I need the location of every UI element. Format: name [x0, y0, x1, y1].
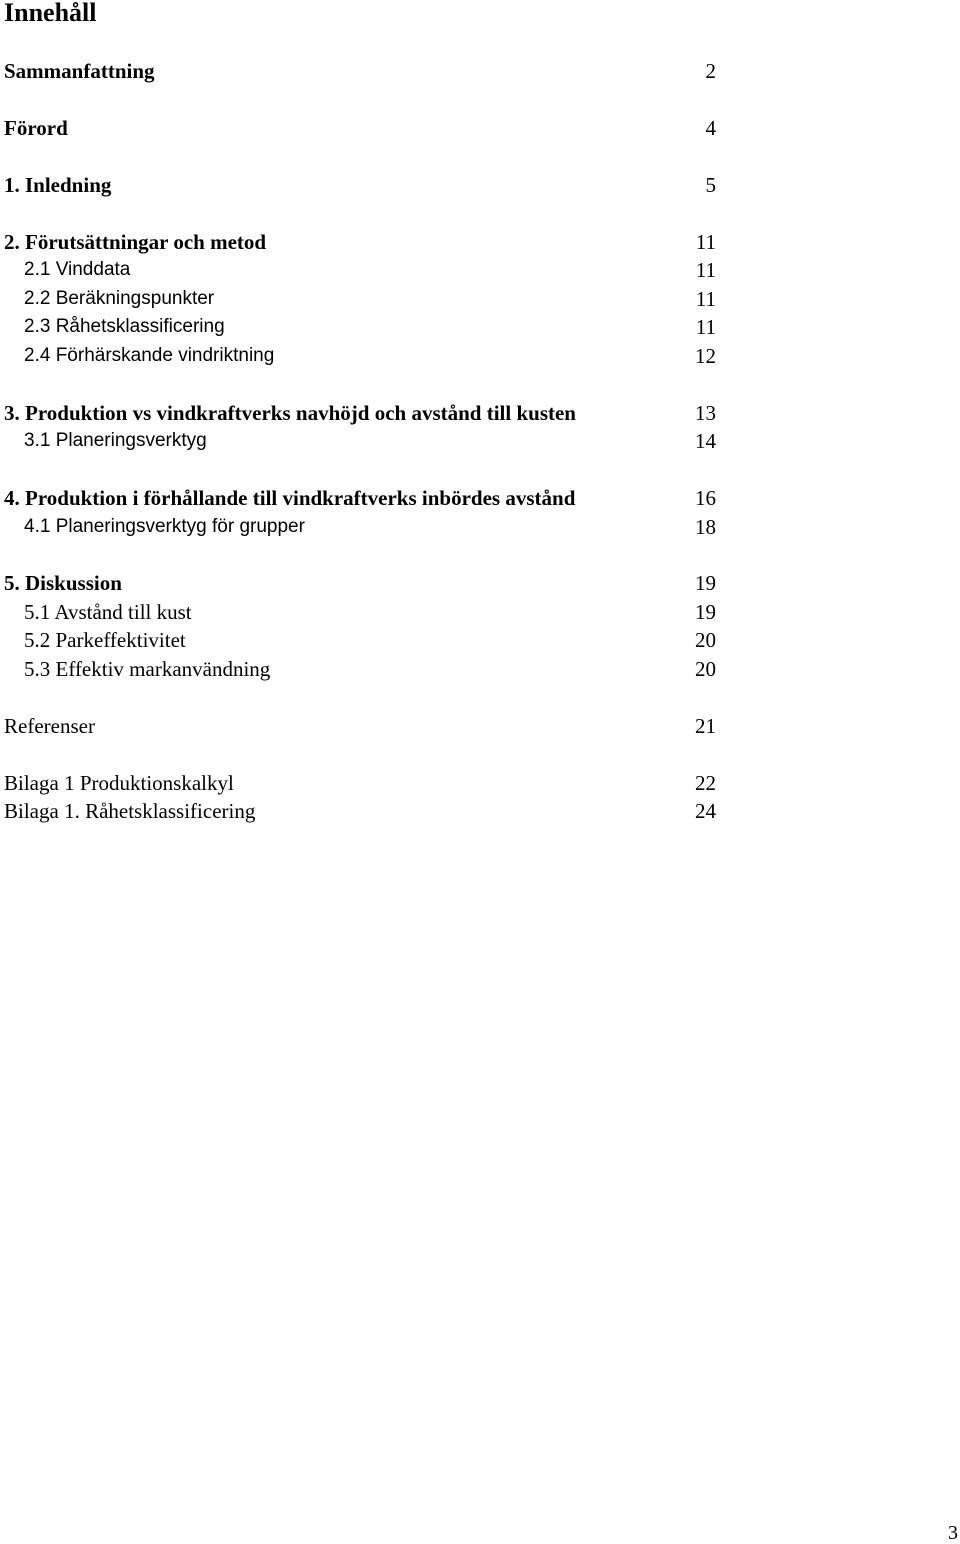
toc-entry-vinddata[interactable] [4, 256, 716, 284]
toc-entry-title: 5.1 Avstånd till kust [24, 600, 192, 624]
toc-entry-page: 19 [695, 571, 716, 595]
toc-entry-avstand-till-kust[interactable] [4, 598, 716, 626]
toc-entry-page: 11 [695, 315, 716, 339]
toc-entry-title: 5.3 Effektiv markanvändning [24, 657, 271, 681]
toc-entry-title: Bilaga 1 Produktionskalkyl [4, 771, 234, 795]
toc-entry-title: Förord [4, 116, 68, 140]
toc-entry-planeringsverktyg-grupper[interactable] [4, 513, 716, 541]
toc-entry-rahetsklassificering[interactable] [4, 313, 716, 341]
toc-entry-title: Bilaga 1. Råhetsklassificering [4, 799, 256, 823]
toc-entry-title: 4.1 Planeringsverktyg för grupper [24, 516, 305, 537]
toc-entry-page: 24 [695, 799, 716, 823]
toc-entry-title: 2. Förutsättningar och metod [4, 230, 267, 254]
toc-entry-effektiv-markanvandning[interactable] [4, 655, 716, 683]
toc-entry-berakningspunkter[interactable] [4, 285, 716, 313]
toc-entry-diskussion[interactable] [4, 569, 716, 597]
toc-entry-title: 5.2 Parkeffektivitet [24, 628, 186, 652]
page-title: Innehåll [4, 0, 97, 27]
toc-entry-page: 20 [695, 628, 716, 652]
toc-entry-forord[interactable] [4, 114, 716, 142]
toc-entry-inledning[interactable] [4, 171, 716, 199]
toc-entry-referenser[interactable] [4, 712, 716, 740]
toc-entry-title: 2.3 Råhetsklassificering [24, 316, 225, 337]
toc-entry-sammanfattning[interactable] [4, 57, 716, 85]
page-number: 3 [948, 1522, 958, 1544]
toc-entry-title: 1. Inledning [4, 173, 112, 197]
toc-entry-bilaga-produktionskalkyl[interactable] [4, 769, 716, 797]
toc-entry-page: 19 [695, 600, 716, 624]
toc-entry-page: 4 [705, 116, 716, 140]
toc-entry-title: 3. Produktion vs vindkraftverks navhöjd och avstånd till kusten [4, 401, 576, 425]
toc-entry-page: 16 [695, 486, 716, 510]
toc-entry-page: 12 [695, 344, 716, 368]
toc-entry-produktion-navhojd[interactable] [4, 399, 716, 427]
toc-entry-page: 2 [705, 59, 716, 83]
toc-entry-title: Sammanfattning [4, 59, 155, 83]
toc-entry-page: 14 [695, 429, 716, 453]
toc-entry-bilaga-rahetsklassificering[interactable] [4, 797, 716, 825]
toc-entry-title: 5. Diskussion [4, 571, 122, 595]
toc-entry-title: 4. Produktion i förhållande till vindkraftverks inbördes avstånd [4, 486, 576, 510]
toc-entry-page: 11 [695, 230, 716, 254]
toc-entry-parkeffektivitet[interactable] [4, 626, 716, 654]
toc-entry-title: 3.1 Planeringsverktyg [24, 430, 207, 451]
toc-entry-planeringsverktyg[interactable] [4, 427, 716, 455]
toc-entry-page: 21 [695, 714, 716, 738]
toc-entry-forharskande-vindriktning[interactable] [4, 342, 716, 370]
toc-entry-page: 11 [695, 258, 716, 282]
toc-entry-page: 22 [695, 771, 716, 795]
toc-entry-title: 2.4 Förhärskande vindriktning [24, 345, 275, 366]
toc-entry-page: 13 [695, 401, 716, 425]
toc-entry-forutsattningar[interactable] [4, 228, 716, 256]
toc-entry-page: 5 [705, 173, 716, 197]
toc-entry-title: 2.2 Beräkningspunkter [24, 288, 215, 309]
toc-entry-title: 2.1 Vinddata [24, 259, 131, 280]
toc-entry-produktion-inbordes-avstand[interactable] [4, 484, 716, 512]
toc-entry-title: Referenser [4, 714, 95, 738]
toc-entry-page: 18 [695, 515, 716, 539]
toc-entry-page: 20 [695, 657, 716, 681]
toc-entry-page: 11 [695, 287, 716, 311]
